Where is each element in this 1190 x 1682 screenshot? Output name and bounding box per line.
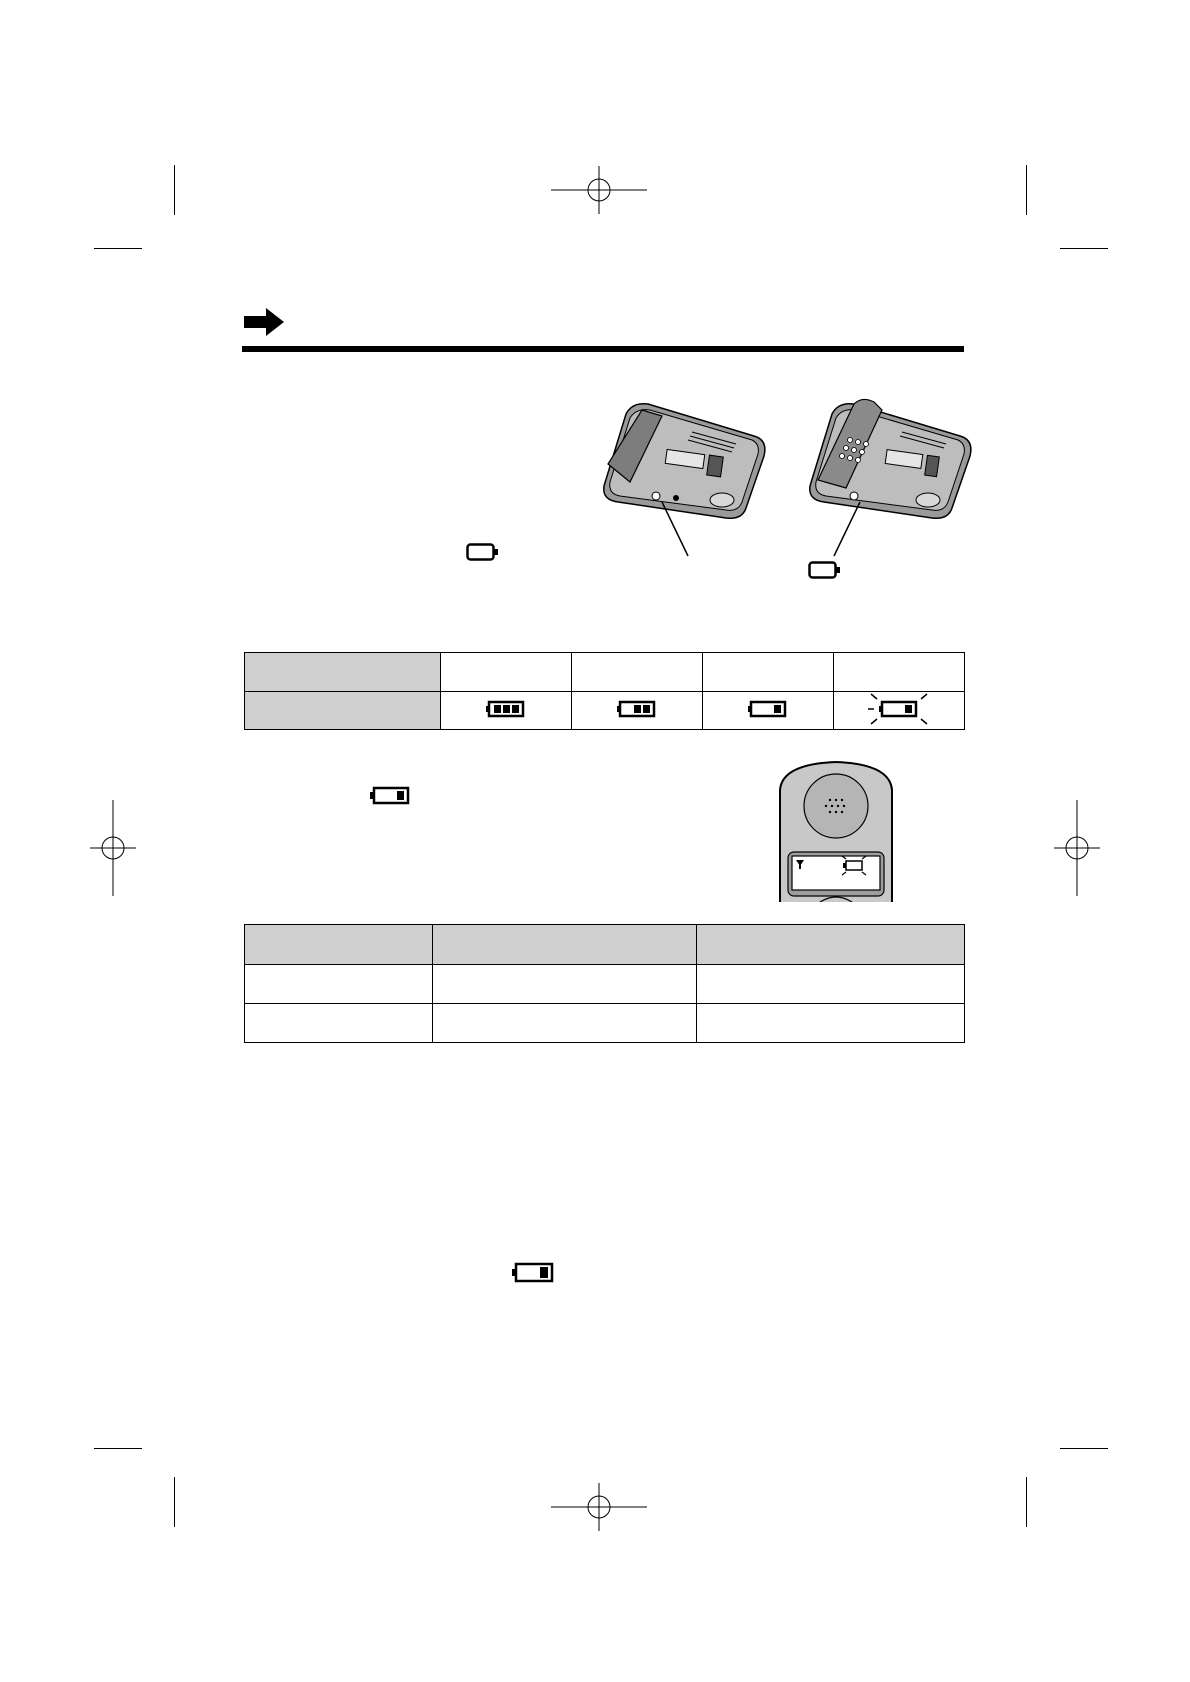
registration-target-top	[551, 166, 647, 214]
crop-mark	[1026, 1477, 1027, 1527]
table-cell	[245, 965, 433, 1004]
table-cell	[572, 653, 703, 692]
battery-3-bars-icon	[486, 700, 526, 718]
crop-mark	[174, 1477, 175, 1527]
battery-2-bars-icon	[617, 700, 657, 718]
table-cell	[433, 1004, 697, 1043]
crop-mark	[174, 165, 175, 215]
table-cell	[834, 653, 965, 692]
crop-mark	[1060, 1448, 1108, 1449]
registration-target-right	[1054, 800, 1100, 896]
table-cell	[441, 653, 572, 692]
crop-mark	[1026, 165, 1027, 215]
handset-display-illustration	[776, 760, 896, 902]
battery-1-bar-icon	[748, 700, 788, 718]
table-cell	[697, 1004, 965, 1043]
table-cell	[703, 691, 834, 730]
crop-mark	[1060, 248, 1108, 249]
battery-outline-icon	[808, 561, 842, 579]
table-cell	[572, 691, 703, 730]
base-unit-cordless-illustration	[802, 396, 982, 531]
right-arrow-icon	[244, 308, 284, 336]
table-header-cell	[697, 925, 965, 965]
table-cell	[697, 965, 965, 1004]
pointer-line	[660, 500, 690, 558]
table-header-cell	[433, 925, 697, 965]
usage-table	[244, 924, 965, 1043]
crop-mark	[94, 1448, 142, 1449]
battery-outline-icon	[466, 543, 500, 561]
battery-1-bar-icon	[370, 786, 412, 806]
battery-1-bar-icon	[512, 1262, 556, 1284]
pointer-line	[832, 500, 862, 558]
registration-target-bottom	[551, 1483, 647, 1531]
battery-strength-table	[244, 652, 965, 730]
crop-mark	[94, 248, 142, 249]
table-cell	[245, 1004, 433, 1043]
table-header-cell	[245, 925, 433, 965]
table-header-cell	[245, 691, 441, 730]
table-cell	[703, 653, 834, 692]
table-header-cell	[245, 653, 441, 692]
battery-1-bar-flashing-icon	[867, 692, 931, 726]
table-cell	[433, 965, 697, 1004]
table-cell	[834, 691, 965, 730]
registration-target-left	[90, 800, 136, 896]
section-rule	[242, 346, 964, 352]
table-cell	[441, 691, 572, 730]
